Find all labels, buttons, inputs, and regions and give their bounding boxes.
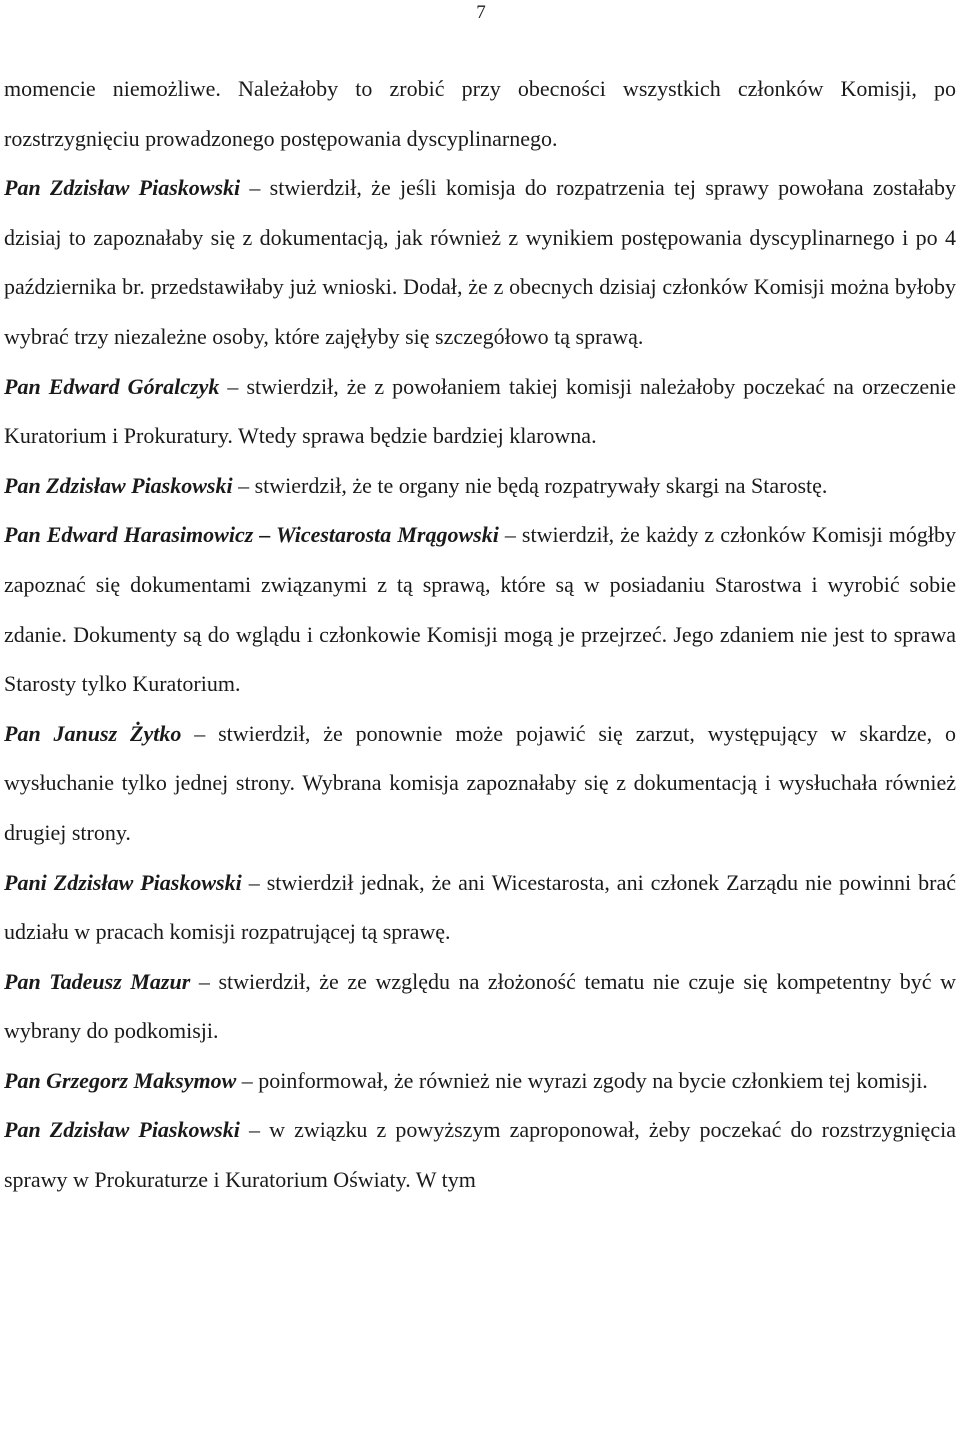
paragraph (4, 64, 956, 163)
paragraph-text: – stwierdził, że ze względu na złożoność tematu nie czuje się kompetentny być w wybrany do podkomisji. (4, 968, 957, 1044)
paragraph (4, 163, 956, 361)
paragraph-text: momencie niemożliwe. Należałoby to zrobić przy obecności wszystkich członków Komisji, po rozstrzygnięciu prowadzonego postępowania dyscyplinarnego. (4, 76, 956, 151)
paragraph (4, 1056, 956, 1106)
speaker-name: Pani Zdzisław Piaskowski (4, 869, 242, 895)
paragraph-text: – stwierdził, że jeśli komisja do rozpatrzenia tej sprawy powołana zostałaby dzisiaj to zapoznałaby się z dokumentacją, jak również z wynikiem postępowania dyscyplinarnego i po 4 października br. przedstawiłaby już wnioski. Dodał, że z obecnych dzisiaj członków Komisji można byłoby wybrać trzy niezależne osoby, które zajęłyby się szczegółowo tą sprawą. (4, 175, 956, 349)
paragraph (4, 461, 956, 511)
paragraph (4, 510, 956, 708)
speaker-name: Pan Edward Harasimowicz – Wicestarosta Mrągowski (4, 522, 499, 548)
speaker-name: Pan Zdzisław Piaskowski (4, 472, 233, 498)
speaker-name: Pan Janusz Żytko (4, 720, 182, 746)
paragraph-text: – stwierdził, że ponownie może pojawić się zarzut, występujący w skardze, o wysłuchanie tylko jednej strony. Wybrana komisja zapoznałaby się z dokumentacją i wysłuchała również drugiej strony. (4, 720, 956, 845)
paragraph (4, 957, 956, 1056)
document-body (4, 64, 956, 1205)
paragraph-text: – stwierdził, że każdy z członków Komisji mógłby zapoznać się dokumentami związanymi z tą sprawą, które są w posiadaniu Starostwa i wyrobić sobie zdanie. Dokumenty są do wglądu i członkowie Komisji mogą je przejrzeć. Jego zdaniem nie jest to sprawa Starosty tylko Kuratorium. (4, 522, 956, 697)
speaker-name: Pan Edward Góralczyk (4, 373, 220, 399)
page-number: 7 (476, 2, 486, 23)
paragraph-text: – stwierdził, że te organy nie będą rozpatrywały skargi na Starostę. (232, 472, 828, 498)
paragraph (4, 362, 956, 461)
paragraph-text: – poinformował, że również nie wyrazi zgody na bycie członkiem tej komisji. (236, 1067, 928, 1093)
paragraph-text: – stwierdził jednak, że ani Wicestarosta, ani członek Zarządu nie powinni brać udziału w pracach komisji rozpatrującej tą sprawę. (4, 869, 956, 945)
paragraph (4, 858, 956, 957)
speaker-name: Pan Zdzisław Piaskowski (4, 1117, 240, 1143)
paragraph (4, 709, 956, 858)
speaker-name: Pan Grzegorz Maksymow (4, 1067, 237, 1093)
paragraph-text: – stwierdził, że z powołaniem takiej komisji należałoby poczekać na orzeczenie Kuratorium i Prokuratury. Wtedy sprawa będzie bardziej klarowna. (4, 373, 956, 449)
speaker-name: Pan Zdzisław Piaskowski (4, 175, 241, 201)
paragraph-text: – w związku z powyższym zaproponował, żeby poczekać do rozstrzygnięcia sprawy w Prokuraturze i Kuratorium Oświaty. W tym (4, 1117, 957, 1193)
speaker-name: Pan Tadeusz Mazur (4, 968, 191, 994)
paragraph (4, 1105, 956, 1204)
